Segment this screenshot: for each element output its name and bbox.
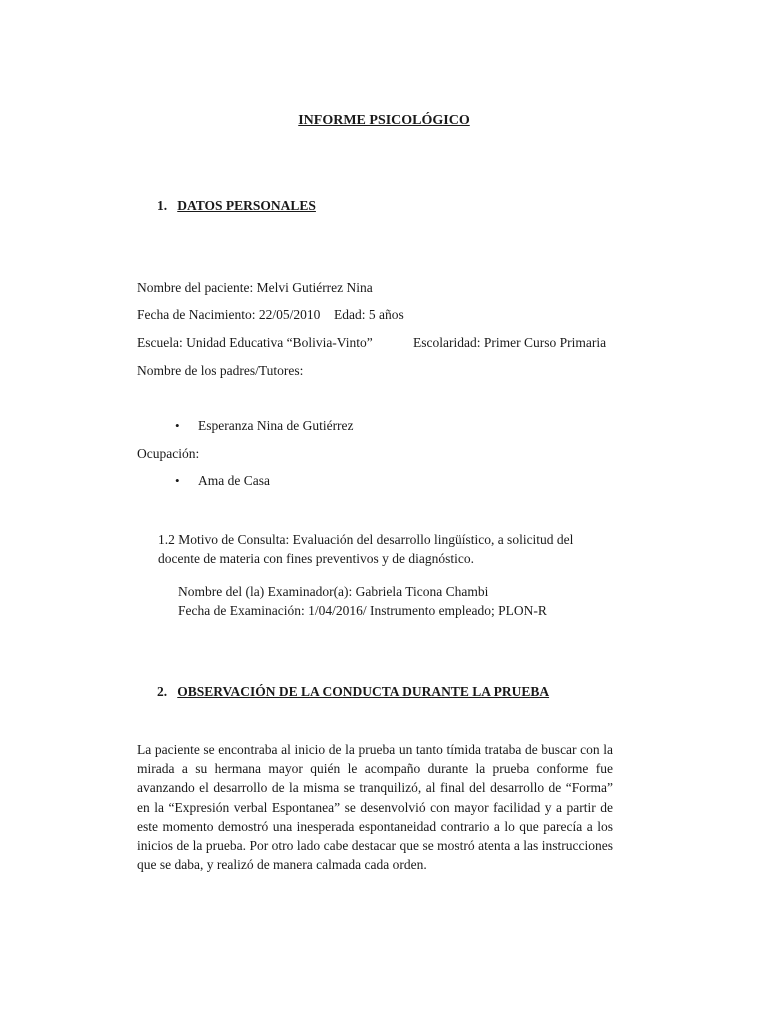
parents-label: Nombre de los padres/Tutores: — [137, 363, 304, 378]
consultation-reason: 1.2 Motivo de Consulta: Evaluación del desarrollo lingüístico, a solicitud del docente de materia con fines preventivos y de diagnóstico. — [158, 532, 574, 566]
section-2-number: 2. — [157, 684, 168, 699]
occupation-list-item: • Ama de Casa — [198, 473, 270, 489]
parent-list-item: • Esperanza Nina de Gutiérrez — [198, 418, 354, 434]
section-2-heading — [157, 684, 549, 700]
school-line: Escuela: Unidad Educativa “Bolivia-Vinto” — [137, 335, 373, 350]
birth-date-line: Fecha de Nacimiento: 22/05/2010 — [137, 307, 321, 322]
exam-date-line: Fecha de Examinación: 1/04/2016/ Instrumento empleado; PLON-R — [178, 603, 547, 618]
age-line: Edad: 5 años — [334, 307, 404, 322]
section-1-number: 1. — [157, 198, 168, 213]
occupation-label: Ocupación: — [137, 446, 200, 461]
section-2-title: OBSERVACIÓN DE LA CONDUCTA DURANTE LA PRUEBA — [177, 684, 550, 699]
examiner-line: Nombre del (la) Examinador(a): Gabriela Ticona Chambi — [178, 584, 489, 599]
grade-line: Escolaridad: Primer Curso Primaria — [413, 335, 607, 350]
document-title: INFORME PSICOLÓGICO — [298, 113, 470, 128]
patient-name-line: Nombre del paciente: Melvi Gutiérrez Nina — [137, 280, 373, 295]
observation-paragraph: La paciente se encontraba al inicio de la prueba un tanto tímida trataba de buscar con la mirada a su hermana mayor quién le acompaño durante la prueba conforme fue avanzando el desarrollo de la misma se tranquilizó, al final del desarrollo de “Forma” en la “Expresión verbal Espontanea” se desenvolvió con mayor facilidad y a partir de este momento demostró una inesperada espontaneidad contrario a lo que parecía a los inicios de la prueba. Por otro lado cabe destacar que se mostró atenta a las instrucciones que se daba, y realizó de manera calmada cada orden. — [137, 742, 613, 873]
section-1-heading — [157, 198, 316, 214]
section-1-title: DATOS PERSONALES — [177, 198, 316, 213]
